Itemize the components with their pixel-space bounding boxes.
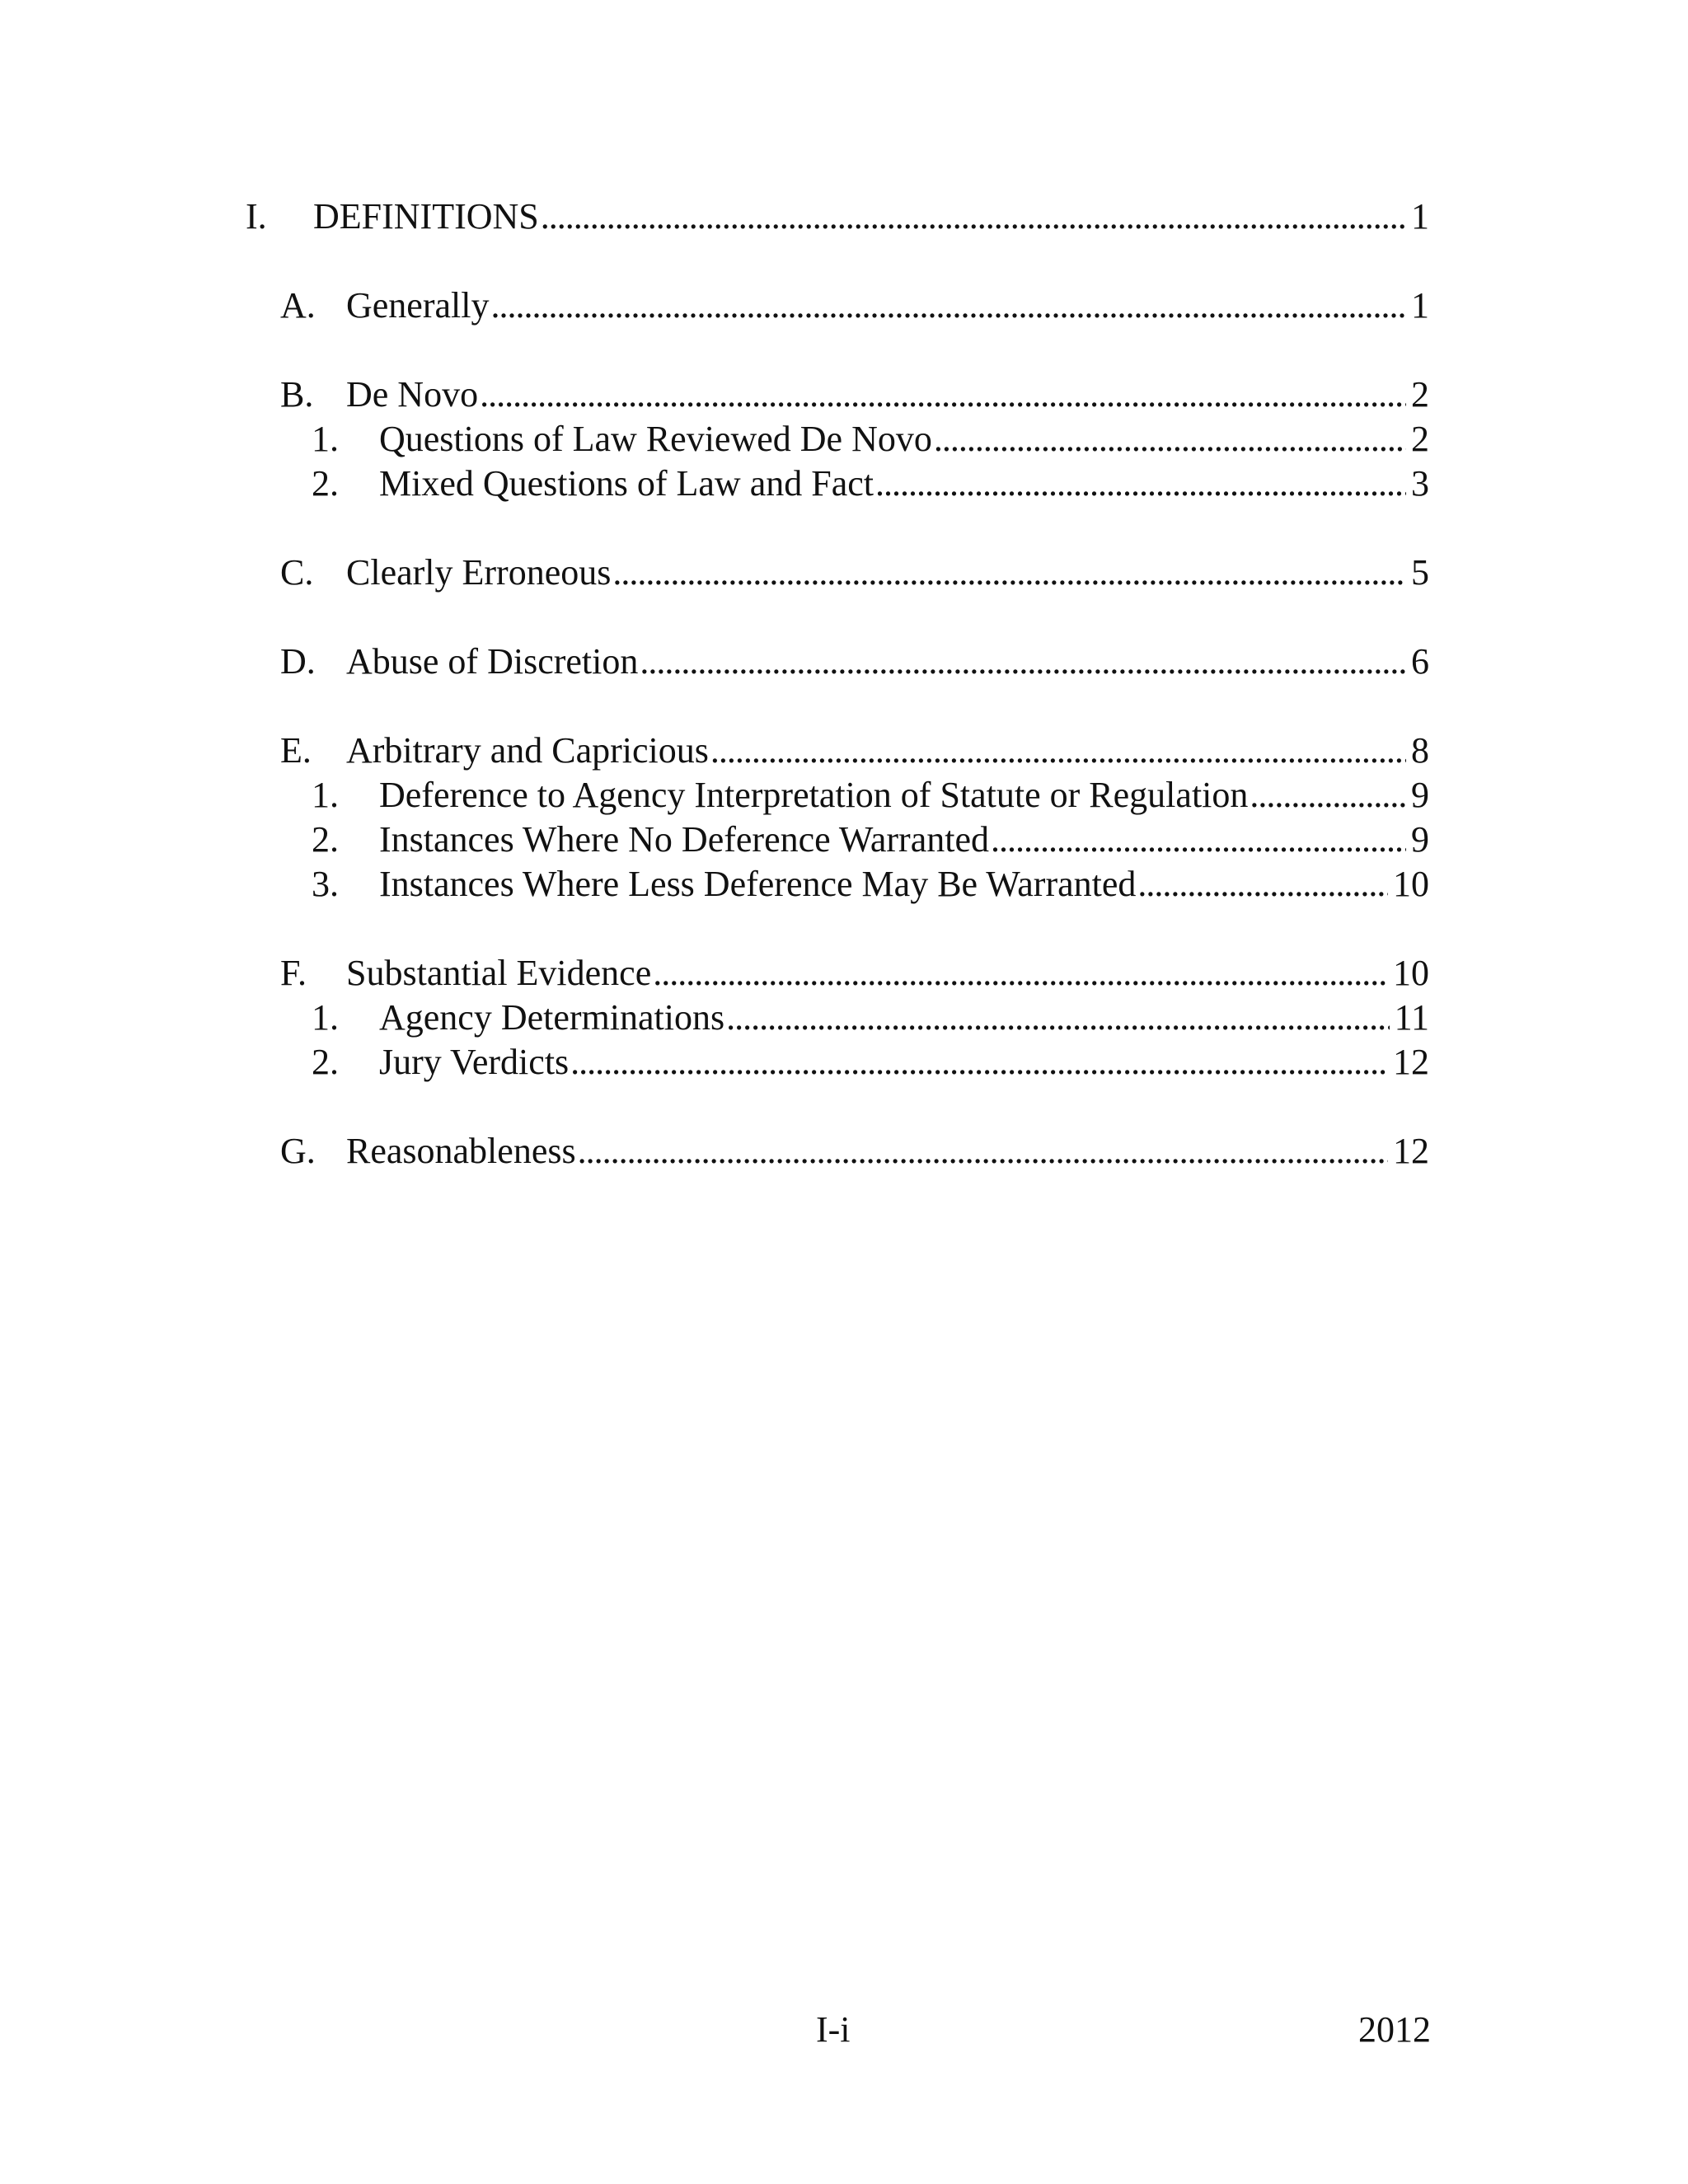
toc-entry-title: Agency Determinations <box>379 997 725 1038</box>
toc-entry-number: 1. <box>312 419 339 459</box>
toc-entry-number: E. <box>280 730 312 771</box>
dot-leader <box>570 1040 1388 1085</box>
toc-entry-page: 9 <box>1411 819 1429 860</box>
toc-entry-page: 1 <box>1411 285 1429 326</box>
dot-leader <box>578 1129 1388 1174</box>
toc-entry-page: 10 <box>1393 953 1429 993</box>
toc-entry-title: Reasonableness <box>346 1131 576 1171</box>
toc-entry-page: 12 <box>1393 1042 1429 1082</box>
toc-entry-title: De Novo <box>346 374 479 415</box>
dot-leader <box>710 729 1406 773</box>
toc-entry-title: Deference to Agency Interpretation of Statute or Regulation <box>379 775 1249 815</box>
toc-entry-agency-determinations <box>246 996 1429 1040</box>
toc-entry-title: Substantial Evidence <box>346 953 652 993</box>
toc-entry-page: 8 <box>1411 730 1429 771</box>
toc-entry-page: 10 <box>1393 864 1429 904</box>
toc-entry-number: 1. <box>312 775 339 815</box>
toc-entry-page: 5 <box>1411 552 1429 593</box>
toc-entry-substantial-evidence <box>246 951 1429 996</box>
toc-entry-number: F. <box>280 953 307 993</box>
toc-entry-generally <box>246 284 1429 328</box>
dot-leader <box>875 462 1406 506</box>
toc-entry-number: 2. <box>312 463 339 504</box>
toc-entry-title: Mixed Questions of Law and Fact <box>379 463 874 504</box>
toc-entry-less-deference <box>246 862 1429 907</box>
toc-entry-reasonableness <box>246 1129 1429 1174</box>
toc-entry-page: 2 <box>1411 374 1429 415</box>
toc-entry-title: Clearly Erroneous <box>346 552 612 593</box>
dot-leader <box>934 417 1406 462</box>
toc-entry-number: 1. <box>312 997 339 1038</box>
toc-entry-arbitrary-and-capricious <box>246 729 1429 773</box>
toc-entry-number: A. <box>280 285 316 326</box>
toc-entry-page: 2 <box>1411 419 1429 459</box>
toc-entry-page: 11 <box>1394 997 1429 1038</box>
toc-entry-deference-to-agency <box>246 773 1429 818</box>
dot-leader <box>1137 862 1388 907</box>
toc-entry-number: I. <box>246 196 267 237</box>
toc-entry-number: 2. <box>312 819 339 860</box>
dot-leader <box>480 373 1406 417</box>
toc-entry-no-deference <box>246 818 1429 862</box>
toc-entry-title: Generally <box>346 285 490 326</box>
dot-leader <box>653 951 1388 996</box>
dot-leader <box>1250 773 1406 818</box>
footer-year: 2012 <box>1358 2009 1431 2050</box>
toc-entry-number: D. <box>280 641 316 682</box>
toc-entry-mixed-questions <box>246 462 1429 506</box>
toc-entry-definitions <box>246 194 1429 239</box>
toc-entry-page: 12 <box>1393 1131 1429 1171</box>
toc-entry-page: 3 <box>1411 463 1429 504</box>
toc-entry-title: Abuse of Discretion <box>346 641 639 682</box>
toc-entry-title: Instances Where No Deference Warranted <box>379 819 989 860</box>
toc-entry-title: Arbitrary and Capricious <box>346 730 709 771</box>
toc-entry-title: Instances Where Less Deference May Be Warranted <box>379 864 1137 904</box>
toc-entry-abuse-of-discretion <box>246 640 1429 684</box>
toc-entry-questions-of-law <box>246 417 1429 462</box>
dot-leader <box>490 284 1406 328</box>
dot-leader <box>640 640 1406 684</box>
dot-leader <box>612 551 1406 595</box>
toc-entry-title: Jury Verdicts <box>379 1042 570 1082</box>
toc-entry-number: G. <box>280 1131 316 1171</box>
toc-entry-title: DEFINITIONS <box>313 196 539 237</box>
toc-entry-page: 6 <box>1411 641 1429 682</box>
dot-leader <box>541 194 1406 239</box>
footer-page-label: I-i <box>816 2009 851 2050</box>
dot-leader <box>991 818 1406 862</box>
toc-entry-page: 9 <box>1411 775 1429 815</box>
toc-entry-number: C. <box>280 552 314 593</box>
toc-entry-number: 2. <box>312 1042 339 1082</box>
toc-entry-number: 3. <box>312 864 339 904</box>
toc-entry-de-novo <box>246 373 1429 417</box>
dot-leader <box>726 996 1390 1040</box>
toc-entry-title: Questions of Law Reviewed De Novo <box>379 419 932 459</box>
table-of-contents <box>246 194 1429 1174</box>
toc-entry-jury-verdicts <box>246 1040 1429 1085</box>
toc-entry-page: 1 <box>1411 196 1429 237</box>
toc-entry-clearly-erroneous <box>246 551 1429 595</box>
toc-entry-number: B. <box>280 374 314 415</box>
